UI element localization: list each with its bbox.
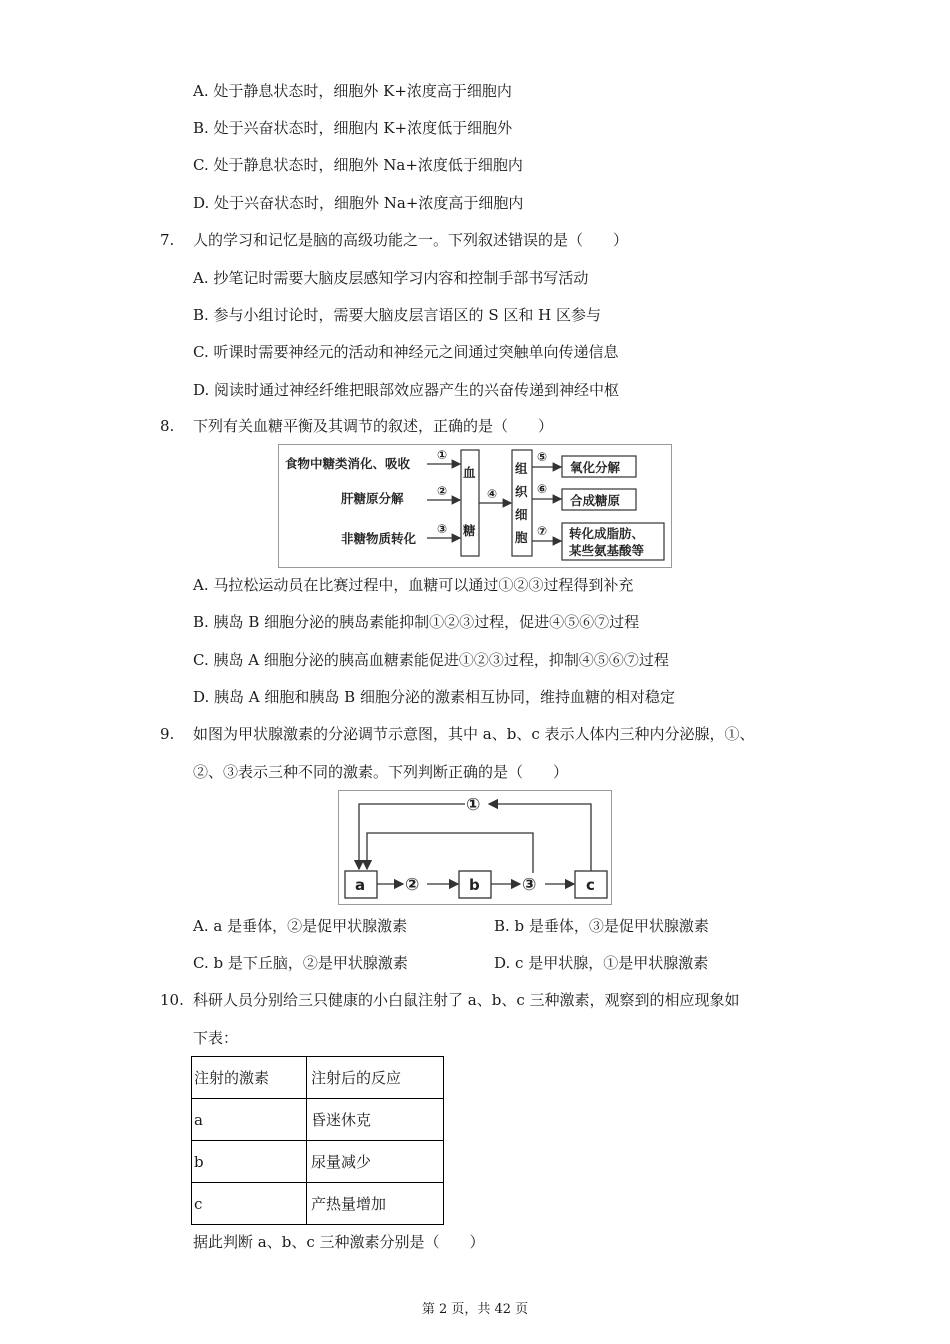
table-row — [192, 1183, 444, 1225]
q8-option-d: D. 胰岛 A 细胞和胰岛 B 细胞分泌的激素相互协同，维持血糖的相对稳定 — [193, 688, 675, 706]
q7-number: 7. — [160, 231, 175, 249]
box-b-label: b — [469, 876, 480, 894]
q7-option-d: D. 阅读时通过神经纤维把眼部效应器产生的兴奋传递到神经中枢 — [193, 381, 620, 399]
q10-followup: 据此判断 a、b、c 三种激素分别是（ ） — [193, 1233, 485, 1251]
table-header-reaction: 注射后的反应 — [307, 1057, 444, 1099]
box-c-label: c — [586, 876, 595, 894]
outcome-conversion-line1: 转化成脂肪、 — [569, 526, 645, 541]
q7-option-c: C. 听课时需要神经元的活动和神经元之间通过突触单向传递信息 — [193, 343, 619, 361]
q8-option-a: A. 马拉松运动员在比赛过程中，血糖可以通过①②③过程得到补充 — [193, 576, 634, 594]
outcome-conversion-line2: 某些氨基酸等 — [569, 543, 645, 558]
q10-number: 10. — [160, 991, 184, 1009]
q8-option-c: C. 胰岛 A 细胞分泌的胰高血糖素能促进①②③过程，抑制④⑤⑥⑦过程 — [193, 651, 669, 669]
q8-number: 8. — [160, 417, 175, 435]
mark-circle-1: ① — [466, 795, 481, 815]
mark-circle-2: ② — [405, 875, 420, 895]
q7-stem: 人的学习和记忆是脑的高级功能之一。下列叙述错误的是（ ） — [193, 231, 629, 249]
table-cell: a — [192, 1099, 307, 1141]
q10-stem-line1: 科研人员分别给三只健康的小白鼠注射了 a、b、c 三种激素，观察到的相应现象如 — [193, 991, 740, 1009]
q9-option-c: C. b 是下丘脑，②是甲状腺激素 — [193, 954, 408, 972]
source-liver-glycogen: 肝糖原分解 — [341, 491, 404, 506]
q7-option-a: A. 抄笔记时需要大脑皮层感知学习内容和控制手部书写活动 — [193, 269, 589, 287]
table-cell: b — [192, 1141, 307, 1183]
q9-stem-line2: ②、③表示三种不同的激素。下列判断正确的是（ ） — [193, 763, 569, 781]
table-cell: 尿量减少 — [307, 1141, 444, 1183]
outcome-oxidation: 氧化分解 — [570, 460, 621, 475]
mark-7: ⑦ — [537, 524, 548, 538]
source-non-sugar: 非糖物质转化 — [341, 531, 417, 546]
thyroid-regulation-diagram — [338, 790, 612, 905]
source-food-digestion: 食物中糖类消化、吸收 — [285, 456, 411, 471]
mark-circle-3: ③ — [522, 875, 537, 895]
q6-option-d: D. 处于兴奋状态时，细胞外 Na+浓度高于细胞内 — [193, 194, 524, 212]
q6-option-a: A. 处于静息状态时，细胞外 K+浓度高于细胞内 — [193, 82, 512, 100]
box-a-label: a — [355, 876, 366, 894]
table-header-hormone: 注射的激素 — [192, 1057, 307, 1099]
table-cell: 产热量增加 — [307, 1183, 444, 1225]
table-cell: c — [192, 1183, 307, 1225]
page-footer: 第 2 页，共 42 页 — [421, 1302, 529, 1317]
tissue-char-2: 织 — [515, 484, 528, 499]
q9-option-b: B. b 是垂体，③是促甲状腺激素 — [494, 917, 709, 935]
tissue-char-4: 胞 — [515, 530, 528, 545]
q6-option-b: B. 处于兴奋状态时，细胞内 K+浓度低于细胞外 — [193, 119, 513, 137]
tissue-char-3: 细 — [515, 507, 528, 522]
blood-char-1: 血 — [463, 465, 476, 480]
blood-glucose-diagram — [278, 444, 672, 568]
hormone-table — [191, 1056, 444, 1225]
mark-1: ① — [437, 448, 448, 462]
table-cell: 昏迷休克 — [307, 1099, 444, 1141]
q10-stem-line2: 下表： — [193, 1029, 239, 1047]
q8-option-b: B. 胰岛 B 细胞分泌的胰岛素能抑制①②③过程，促进④⑤⑥⑦过程 — [193, 613, 640, 631]
mark-2: ② — [437, 484, 448, 498]
tissue-char-1: 组 — [515, 461, 528, 476]
mark-5: ⑤ — [537, 450, 548, 464]
q9-stem-line1: 如图为甲状腺激素的分泌调节示意图，其中 a、b、c 表示人体内三种内分泌腺，①、 — [193, 725, 755, 743]
outcome-glycogen: 合成糖原 — [570, 493, 621, 508]
table-row — [192, 1141, 444, 1183]
table-row — [192, 1099, 444, 1141]
table-header-row — [192, 1057, 444, 1099]
q9-option-d: D. c 是甲状腺，①是甲状腺激素 — [494, 954, 709, 972]
q6-option-c: C. 处于静息状态时，细胞外 Na+浓度低于细胞内 — [193, 156, 523, 174]
q8-stem: 下列有关血糖平衡及其调节的叙述，正确的是（ ） — [193, 417, 554, 435]
q9-option-a: A. a 是垂体，②是促甲状腺激素 — [193, 917, 408, 935]
mark-6: ⑥ — [537, 482, 548, 496]
blood-char-2: 糖 — [463, 523, 476, 538]
mark-4: ④ — [487, 487, 498, 501]
q7-option-b: B. 参与小组讨论时，需要大脑皮层言语区的 S 区和 H 区参与 — [193, 306, 601, 324]
mark-3: ③ — [437, 522, 448, 536]
q9-number: 9. — [160, 725, 175, 743]
